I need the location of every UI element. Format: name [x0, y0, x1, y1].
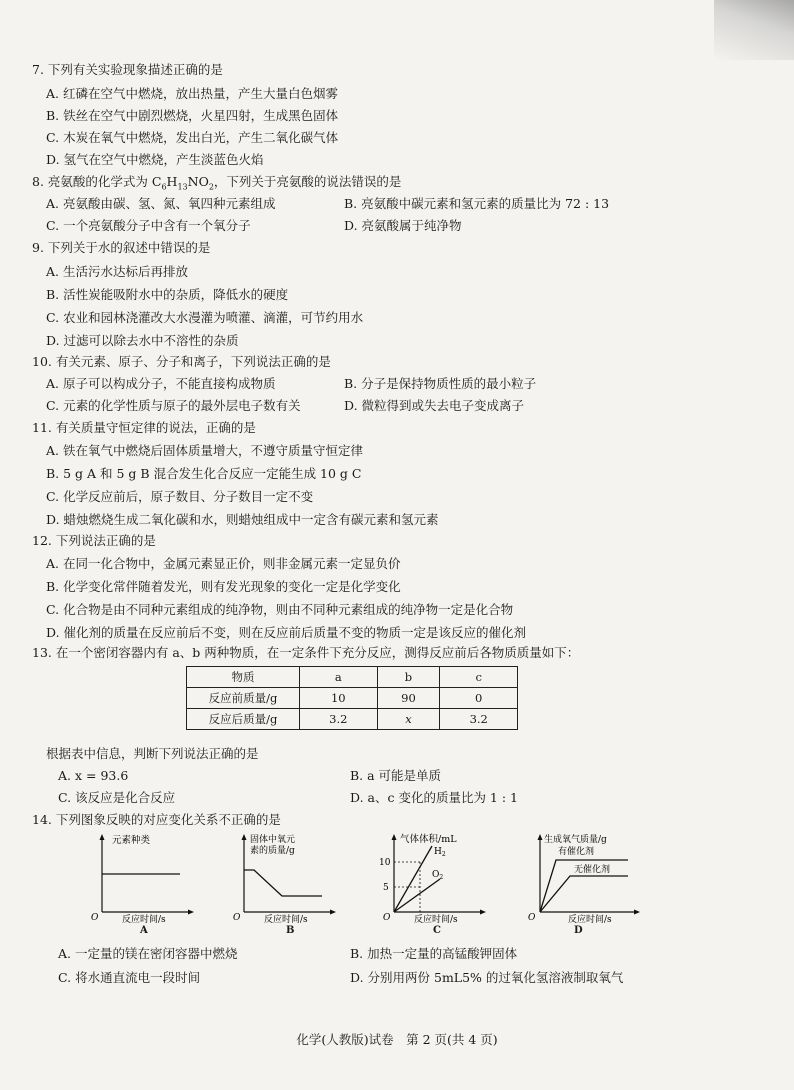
- question-10-option-d: D. 微粒得到或失去电子变成离子: [344, 398, 525, 413]
- graph-b-ylabel-line1: 固体中氧元: [250, 835, 296, 845]
- question-9-option-a: A. 生活污水达标后再排放: [46, 264, 188, 279]
- graph-a-ylabel: 元素种类: [112, 835, 151, 846]
- question-8-option-d: D. 亮氨酸属于纯净物: [344, 218, 462, 233]
- graph-d-curve-no-catalyst-label: 无催化剂: [574, 865, 611, 875]
- question-13-option-b: B. a 可能是单质: [350, 768, 442, 783]
- graph-d-xlabel: 反应时间/s: [568, 915, 612, 925]
- question-7-option-c: C. 木炭在氧气中燃烧，发出白光，产生二氧化碳气体: [46, 130, 339, 145]
- graph-b-ylabel-line2: 素的质量/g: [250, 846, 295, 856]
- graph-c-ylabel: 气体体积/mL: [400, 834, 457, 845]
- graph-c-tick-10: 10: [379, 858, 391, 868]
- question-14-option-a: A. 一定量的镁在密闭容器中燃烧: [58, 946, 238, 961]
- question-13-option-c: C. 该反应是化合反应: [58, 790, 176, 805]
- page-footer: 化学(人教版)试卷 第 2 页(共 4 页): [296, 1032, 498, 1047]
- question-11-stem: 11. 有关质量守恒定律的说法，正确的是: [32, 420, 256, 435]
- table-cell: 3.2: [440, 709, 518, 730]
- question-11-option-b: B. 5 g A 和 5 g B 混合发生化合反应一定能生成 10 g C: [46, 466, 362, 481]
- table-row: [187, 688, 518, 709]
- graph-a-letter: A: [140, 925, 148, 936]
- graph-c-letter: C: [433, 925, 441, 936]
- table-cell: 反应前质量/g: [187, 688, 300, 709]
- graph-b-origin: O: [233, 913, 241, 923]
- question-13-option-d: D. a、c 变化的质量比为 1 : 1: [350, 790, 518, 805]
- question-11-option-a: A. 铁在氧气中燃烧后固体质量增大，不遵守质量守恒定律: [46, 443, 363, 458]
- question-13-option-a: A. x = 93.6: [58, 768, 129, 783]
- table-row: [187, 709, 518, 730]
- question-14-stem: 14. 下列图象反映的对应变化关系不正确的是: [32, 812, 281, 827]
- question-14-option-b: B. 加热一定量的高锰酸钾固体: [350, 946, 518, 961]
- question-10-option-b: B. 分子是保持物质性质的最小粒子: [344, 376, 537, 391]
- question-13-stem: 13. 在一个密闭容器内有 a、b 两种物质，在一定条件下充分反应，测得反应前后各物质质量如下：: [32, 645, 580, 660]
- question-10-option-c: C. 元素的化学性质与原子的最外层电子数有关: [46, 398, 301, 413]
- question-7-stem: 7. 下列有关实验现象描述正确的是: [32, 62, 223, 77]
- graph-d-letter: D: [574, 925, 583, 936]
- table-cell: 0: [440, 688, 518, 709]
- graph-d-origin: O: [528, 913, 536, 923]
- table-cell: 10: [300, 688, 378, 709]
- question-14-option-c: C. 将水通直流电一段时间: [58, 970, 201, 985]
- graph-b-xlabel: 反应时间/s: [264, 915, 308, 925]
- graph-b: [230, 832, 338, 936]
- question-9-option-c: C. 农业和园林浇灌改大水漫灌为喷灌、滴灌，可节约用水: [46, 310, 364, 325]
- question-11-option-d: D. 蜡烛燃烧生成二氧化碳和水，则蜡烛组成中一定含有碳元素和氢元素: [46, 512, 439, 527]
- question-8-option-a: A. 亮氨酸由碳、氢、氮、氧四种元素组成: [46, 196, 276, 211]
- question-10-option-a: A. 原子可以构成分子，不能直接构成物质: [46, 376, 276, 391]
- question-14-option-d: D. 分别用两份 5mL5% 的过氧化氢溶液制取氧气: [350, 970, 624, 985]
- table-cell: 3.2: [300, 709, 378, 730]
- question-7-option-d: D. 氢气在空气中燃烧，产生淡蓝色火焰: [46, 152, 264, 167]
- graph-b-letter: B: [286, 925, 295, 936]
- table-cell: b: [377, 667, 440, 688]
- graph-d-ylabel: 生成氧气质量/g: [544, 835, 607, 845]
- graph-c-o2-label: $O_2$: [432, 870, 444, 881]
- question-12-option-c: C. 化合物是由不同种元素组成的纯净物，则由不同种元素组成的纯净物一定是化合物: [46, 602, 514, 617]
- graph-c-h2-label: $H_2$: [434, 847, 446, 858]
- table-cell: x: [377, 709, 440, 730]
- question-8-option-c: C. 一个亮氨酸分子中含有一个氧分子: [46, 218, 251, 233]
- question-9-option-d: D. 过滤可以除去水中不溶性的杂质: [46, 333, 239, 348]
- scan-edge-shadow: [714, 0, 794, 60]
- question-12-stem: 12. 下列说法正确的是: [32, 533, 156, 548]
- question-8-option-b: B. 亮氨酸中碳元素和氢元素的质量比为 72 : 13: [344, 196, 610, 211]
- question-13-ask: 根据表中信息，判断下列说法正确的是: [46, 746, 259, 761]
- graph-a-origin: O: [91, 913, 99, 923]
- graph-d-curve-catalyst-label: 有催化剂: [558, 847, 595, 857]
- graph-a: [88, 832, 196, 936]
- table-cell: a: [300, 667, 378, 688]
- table-cell: 90: [377, 688, 440, 709]
- question-7-option-a: A. 红磷在空气中燃烧，放出热量，产生大量白色烟雾: [46, 86, 338, 101]
- question-11-option-c: C. 化学反应前后，原子数目、分子数目一定不变: [46, 489, 314, 504]
- table-cell: 反应后质量/g: [187, 709, 300, 730]
- mass-data-table: [186, 666, 518, 730]
- graph-c: [374, 832, 490, 936]
- graph-c-xlabel: 反应时间/s: [414, 915, 458, 925]
- graph-c-origin: O: [383, 913, 391, 923]
- question-10-stem: 10. 有关元素、原子、分子和离子，下列说法正确的是: [32, 354, 331, 369]
- question-12-option-a: A. 在同一化合物中，金属元素显正价，则非金属元素一定显负价: [46, 556, 401, 571]
- question-7-option-b: B. 铁丝在空气中剧烈燃烧，火星四射，生成黑色固体: [46, 108, 339, 123]
- question-8-stem: 8. 亮氨酸的化学式为 $C_6H_{13}NO_2$，下列关于亮氨酸的说法错误的是: [32, 174, 402, 192]
- question-9-stem: 9. 下列关于水的叙述中错误的是: [32, 240, 211, 255]
- question-9-option-b: B. 活性炭能吸附水中的杂质，降低水的硬度: [46, 287, 289, 302]
- question-12-option-b: B. 化学变化常伴随着发光，则有发光现象的变化一定是化学变化: [46, 579, 401, 594]
- graph-a-xlabel: 反应时间/s: [122, 915, 166, 925]
- question-12-option-d: D. 催化剂的质量在反应前后不变，则在反应前后质量不变的物质一定是该反应的催化剂: [46, 625, 527, 640]
- graph-c-tick-5: 5: [383, 883, 389, 893]
- graph-d: [524, 832, 650, 936]
- table-header-row: [187, 667, 518, 688]
- table-cell: 物质: [187, 667, 300, 688]
- table-cell: c: [440, 667, 518, 688]
